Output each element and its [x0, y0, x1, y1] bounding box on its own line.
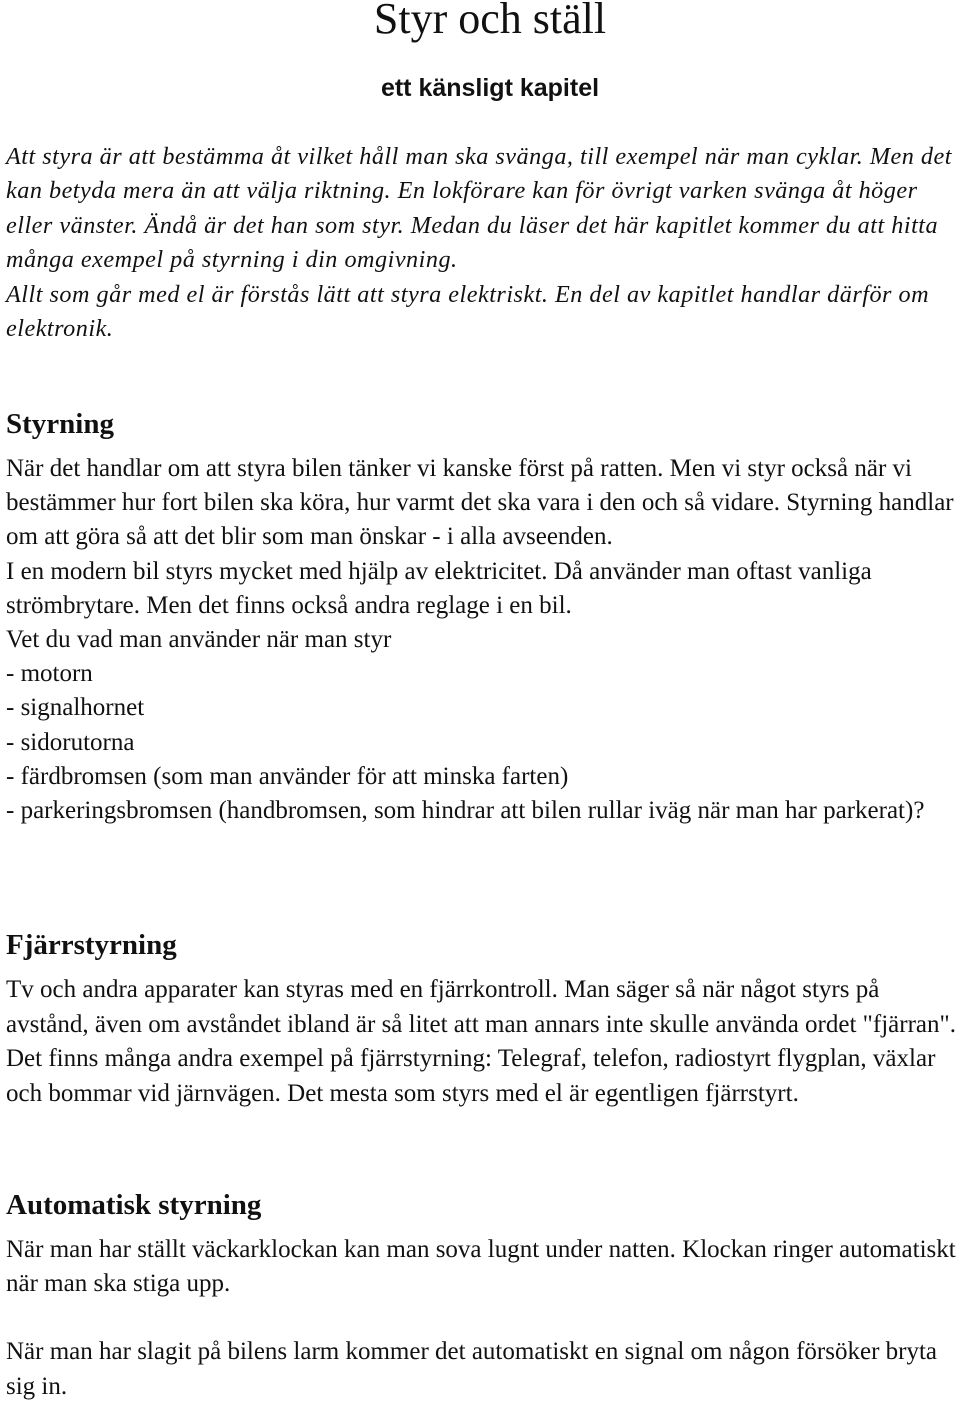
- list-item: - parkeringsbromsen (handbromsen, som hindrar att bilen rullar iväg när man har parkerat)?: [6, 797, 925, 825]
- page-title: Styr och ställ: [373, 0, 607, 43]
- section-heading-styrning: Styrning: [6, 408, 114, 440]
- section-body-styrning: [6, 452, 958, 828]
- section-body-automatisk-styrning: [6, 1233, 958, 1404]
- body-paragraph: När man har slagit på bilens larm kommer det automatiskt en signal om någon försöker bryta sig in.: [6, 1338, 938, 1400]
- body-paragraph: Tv och andra apparater kan styras med en fjärrkontroll. Man säger så när något styrs på avstånd, även om avståndet ibland är så litet att man annars inte skulle använda ordet "fjärran". Det finns många andra exempel på fjärrstyrning: Telegraf, telefon, radiostyrt flygplan, växlar och bommar vid järnvägen. Det mesta som styrs med el är egentligen fjärrstyrt.: [6, 976, 956, 1107]
- list-item: - motorn: [6, 660, 93, 688]
- body-paragraph: När man har ställt väckarklockan kan man sova lugnt under natten. Klockan ringer automatiskt när man ska stiga upp.: [6, 1236, 956, 1298]
- list-item: - signalhornet: [6, 694, 145, 722]
- page-subtitle: ett känsligt kapitel: [380, 74, 600, 102]
- body-paragraph: I en modern bil styrs mycket med hjälp av elektricitet. Då använder man oftast vanliga strömbrytare. Men det finns också andra reglage i en bil.: [6, 557, 872, 619]
- body-paragraph: När det handlar om att styra bilen tänker vi kanske först på ratten. Men vi styr också när vi bestämmer hur fort bilen ska köra, hur varmt det ska vara i den och så vidare. Styrning handlar om att göra så att det blir som man önskar - i alla avseenden.: [6, 455, 954, 551]
- intro-block: [6, 140, 958, 346]
- intro-paragraph: Att styra är att bestämma åt vilket håll man ska svänga, till exempel när man cyklar. Men det kan betyda mera än att välja riktning. En lokförare kan för övrigt varken svänga åt höger eller vänster. Ändå är det han som styr. Medan du läser det här kapitlet kommer du att hitta många exempel på styrning i din omgivning.: [6, 143, 952, 274]
- body-paragraph: Vet du vad man använder när man styr: [6, 626, 392, 654]
- list-item: - färdbromsen (som man använder för att minska farten): [6, 762, 569, 790]
- section-heading-fjarrstyrning: Fjärrstyrning: [6, 929, 177, 961]
- list-item: - sidorutorna: [6, 728, 135, 756]
- section-body-fjarrstyrning: [6, 973, 958, 1111]
- intro-paragraph: Allt som går med el är förstås lätt att styra elektriskt. En del av kapitlet handlar därför om elektronik.: [6, 280, 930, 343]
- section-heading-automatisk-styrning: Automatisk styrning: [6, 1189, 262, 1221]
